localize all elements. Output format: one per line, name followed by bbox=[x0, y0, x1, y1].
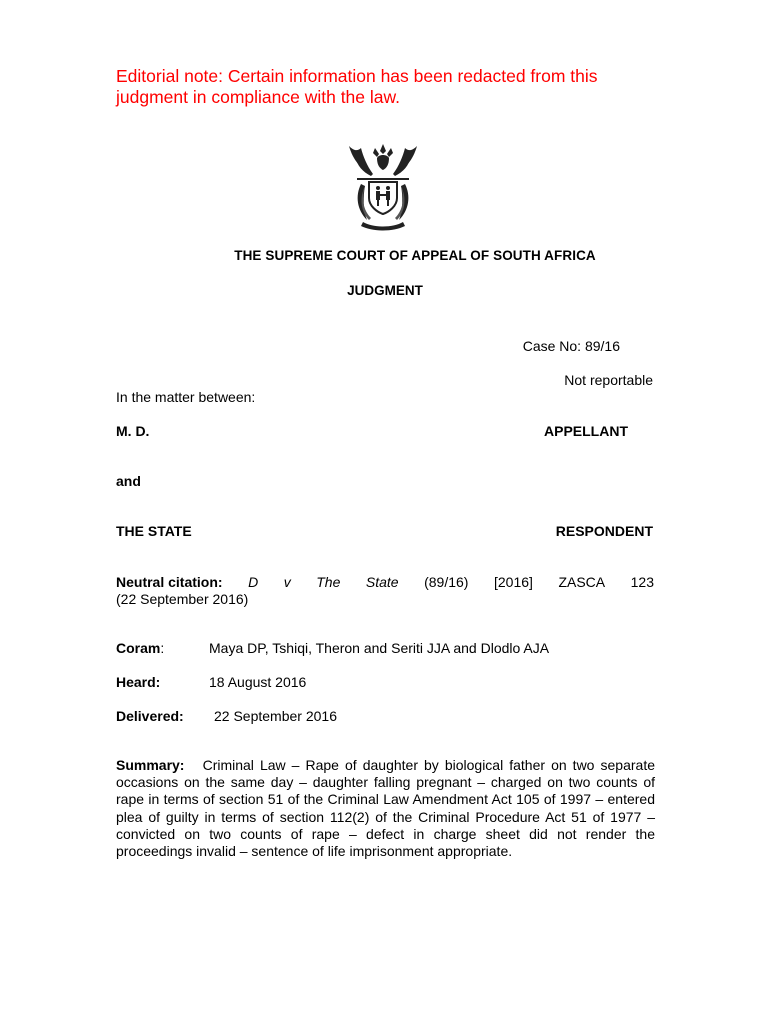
citation-label: Neutral citation: bbox=[116, 574, 223, 590]
document-type: JUDGMENT bbox=[347, 283, 423, 298]
citation-line bbox=[116, 574, 654, 591]
citation-year: [2016] bbox=[493, 574, 533, 590]
summary-text: Criminal Law – Rape of daughter by biological father on two separate occasions on the same day – daughter falling pregnant – charged on two counts of rape in terms of section 51 of the Criminal Law Amendment Act 105 of 1997 – entered plea of guilty in terms of section 112(2) of the Criminal Procedure Act 51 of 1977 – convicted on two counts of rape – defect in charge sheet did not render the proceedings invalid – sentence of life imprisonment appropriate. bbox=[116, 757, 655, 860]
coram-label-wrap bbox=[116, 640, 164, 657]
coram-colon: : bbox=[160, 640, 165, 656]
reportable-status: Not reportable bbox=[564, 372, 653, 388]
citation-no: 123 bbox=[630, 574, 654, 590]
citation-party-d: D bbox=[248, 574, 259, 590]
heard-value: 18 August 2016 bbox=[209, 674, 307, 690]
heard-label: Heard: bbox=[116, 674, 161, 690]
citation-v: v bbox=[283, 574, 291, 590]
coram-value: Maya DP, Tshiqi, Theron and Seriti JJA and Dlodlo AJA bbox=[209, 640, 550, 656]
editorial-note: Editorial note: Certain information has been redacted from this judgment in compliance with the law. bbox=[116, 66, 598, 107]
case-number: Case No: 89/16 bbox=[522, 338, 620, 354]
coram-label: Coram bbox=[116, 640, 161, 656]
citation-state: State bbox=[365, 574, 399, 590]
coat-of-arms-emblem bbox=[343, 140, 423, 236]
delivered-label: Delivered: bbox=[116, 708, 184, 724]
respondent-name: THE STATE bbox=[116, 523, 192, 539]
appellant-role: APPELLANT bbox=[544, 423, 628, 439]
delivered-value: 22 September 2016 bbox=[214, 708, 337, 724]
matter-between: In the matter between: bbox=[116, 389, 256, 405]
summary-label: Summary: bbox=[116, 757, 185, 773]
summary-paragraph bbox=[116, 757, 655, 860]
respondent-role: RESPONDENT bbox=[555, 523, 653, 539]
and-separator: and bbox=[116, 473, 141, 489]
citation-court: ZASCA bbox=[558, 574, 606, 590]
citation-date: (22 September 2016) bbox=[116, 591, 249, 607]
court-title: THE SUPREME COURT OF APPEAL OF SOUTH AFRICA bbox=[234, 248, 596, 263]
citation-the: The bbox=[316, 574, 341, 590]
citation-number: (89/16) bbox=[424, 574, 469, 590]
neutral-citation bbox=[116, 574, 654, 608]
appellant-name: M. D. bbox=[116, 423, 150, 439]
